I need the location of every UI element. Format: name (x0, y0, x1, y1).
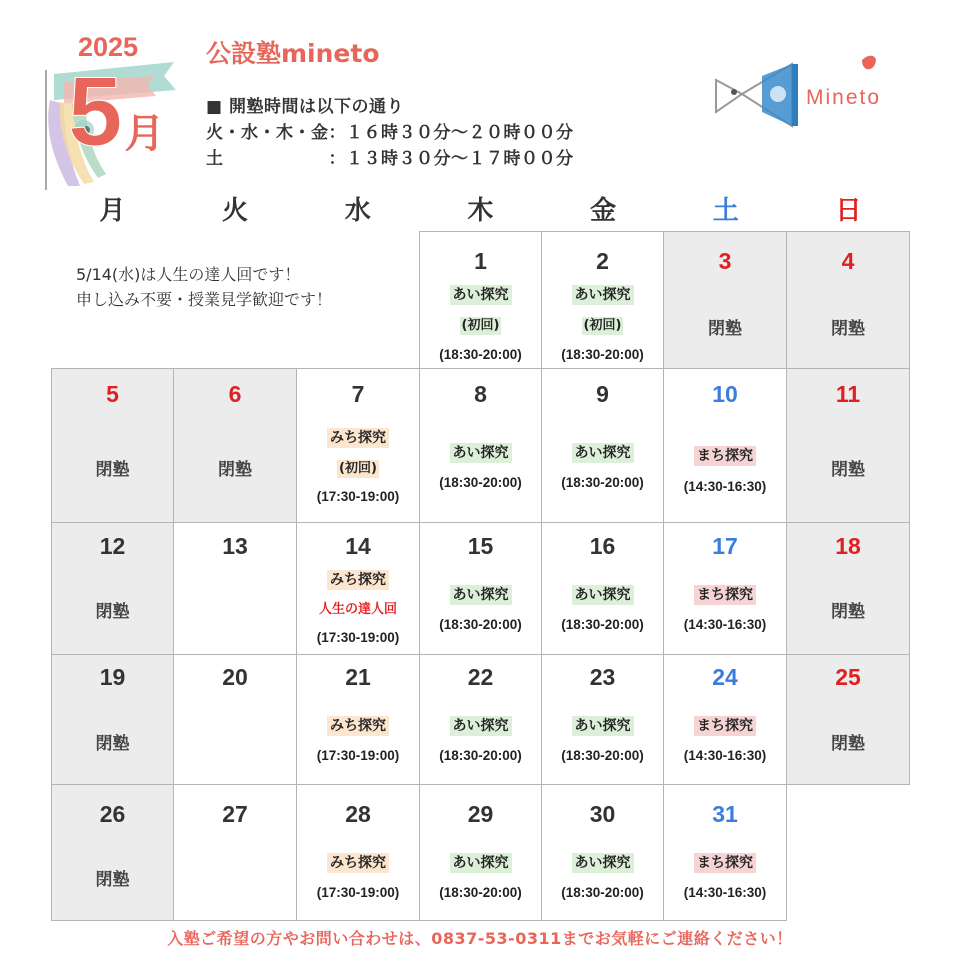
weekday-sun: 日 (835, 196, 862, 226)
day-cell-30 (541, 784, 664, 921)
day-cell-8 (419, 368, 542, 523)
event-time: (18:30-20:00) (439, 475, 522, 490)
day-cell-31 (663, 784, 787, 921)
closed-label: 閉塾 (831, 319, 865, 339)
day-cell-1 (419, 231, 542, 369)
closed-label: 閉塾 (831, 460, 865, 480)
year: 2025 (78, 32, 139, 62)
event-time: (18:30-20:00) (561, 885, 644, 900)
event-tatsujin: 人生の達人回 (318, 602, 397, 617)
notice-line-1: 5/14(水)は人生の達人回です！ (76, 265, 301, 284)
day-cell-15 (419, 522, 542, 655)
day-number: 12 (99, 533, 126, 559)
day-number: 2 (596, 248, 609, 274)
day-number: 29 (467, 801, 494, 827)
day-cell-24 (663, 654, 787, 785)
event-ai: あい探究 (450, 585, 512, 605)
event-michi: みち探究 (327, 853, 389, 873)
closed-label: 閉塾 (708, 319, 742, 339)
event-time: (18:30-20:00) (439, 617, 522, 632)
day-cell-25 (786, 654, 910, 785)
event-first: (初回) (583, 318, 622, 333)
school-name: 公設塾mineto (206, 39, 380, 68)
day-cell-3 (663, 231, 787, 369)
contact-footer: 入塾ご希望の方やお問い合わせは、0837-53-0311までお気軽にご連絡ください！ (167, 929, 793, 948)
day-cell-29 (419, 784, 542, 921)
day-number: 1 (474, 248, 487, 274)
closed-label: 閉塾 (95, 870, 130, 890)
event-time: (18:30-20:00) (561, 748, 644, 763)
day-number: 18 (835, 533, 861, 559)
day-number: 13 (222, 533, 248, 559)
day-number: 4 (841, 248, 855, 274)
day-number: 11 (835, 381, 861, 407)
day-cell-26 (51, 784, 174, 921)
day-number: 27 (222, 801, 248, 827)
event-ai: あい探究 (572, 443, 634, 463)
day-number: 10 (712, 381, 738, 407)
month-title (68, 56, 165, 166)
month-kanji: 月 (124, 112, 165, 156)
day-cell-22 (419, 654, 542, 785)
day-cell-17 (663, 522, 787, 655)
event-time: (18:30-20:00) (561, 475, 644, 490)
closed-label: 閉塾 (831, 734, 865, 754)
day-cell-23 (541, 654, 664, 785)
event-machi: まち探究 (694, 585, 756, 605)
event-first: (初回) (339, 461, 377, 476)
day-cell-27 (173, 784, 297, 921)
hours-title: ■ 開塾時間は以下の通り (206, 97, 404, 117)
day-cell-14 (296, 522, 420, 655)
day-number: 17 (712, 533, 738, 559)
day-cell-21 (296, 654, 420, 785)
closed-label: 閉塾 (95, 602, 130, 622)
day-number: 9 (596, 381, 609, 407)
day-number: 30 (589, 801, 616, 827)
event-time: (14:30-16:30) (683, 617, 767, 632)
event-time: (17:30-19:00) (316, 489, 400, 504)
day-cell-28 (296, 784, 420, 921)
weekday-wed: 水 (344, 196, 371, 226)
event-time: (17:30-19:00) (316, 748, 400, 763)
notice (76, 262, 332, 312)
day-number: 23 (589, 664, 616, 690)
event-time: (17:30-19:00) (316, 885, 400, 900)
day-cell-10 (663, 368, 787, 523)
day-number: 19 (99, 664, 126, 690)
day-number: 31 (712, 801, 738, 827)
closed-label: 閉塾 (831, 602, 865, 622)
event-time: (18:30-20:00) (439, 885, 522, 900)
day-number: 28 (345, 801, 371, 827)
day-cell-7 (296, 368, 420, 523)
event-michi: みち探究 (327, 716, 389, 736)
event-time: (18:30-20:00) (439, 748, 522, 763)
day-cell-5 (51, 368, 174, 523)
event-machi: まち探究 (694, 853, 756, 873)
event-ai: あい探究 (572, 285, 634, 305)
day-number: 7 (351, 381, 365, 407)
weekday-sat: 土 (712, 196, 739, 226)
day-number: 25 (835, 664, 861, 690)
day-cell-2 (541, 231, 664, 369)
day-cell-20 (173, 654, 297, 785)
day-number: 22 (467, 664, 494, 690)
month-number: 5 (68, 56, 123, 166)
day-number: 26 (99, 801, 126, 827)
day-number: 6 (228, 381, 242, 407)
day-number: 8 (474, 381, 487, 407)
day-number: 5 (106, 381, 119, 407)
event-ai: あい探究 (450, 443, 512, 463)
event-ai: あい探究 (450, 285, 512, 305)
day-number: 3 (718, 248, 732, 274)
event-ai: あい探究 (450, 716, 512, 736)
day-cell-18 (786, 522, 910, 655)
event-ai: あい探究 (450, 853, 512, 873)
day-cell-11 (786, 368, 910, 523)
day-number: 15 (467, 533, 494, 559)
day-cell-16 (541, 522, 664, 655)
opening-hours (206, 94, 574, 172)
event-ai: あい探究 (572, 716, 634, 736)
weekday-mon: 月 (99, 196, 126, 226)
day-cell-9 (541, 368, 664, 523)
event-time: (14:30-16:30) (683, 885, 767, 900)
event-time: (14:30-16:30) (683, 748, 767, 763)
event-time: (17:30-19:00) (316, 630, 400, 645)
event-ai: あい探究 (572, 585, 634, 605)
closed-label: 閉塾 (95, 460, 130, 480)
closed-label: 閉塾 (218, 460, 252, 480)
event-michi: みち探究 (327, 428, 389, 448)
day-number: 14 (345, 533, 371, 559)
day-number: 16 (589, 533, 616, 559)
weekday-thu: 木 (467, 196, 494, 226)
logo-text: Mineto (806, 86, 882, 109)
day-cell-13 (173, 522, 297, 655)
notice-line-2: 申し込み不要・授業見学歓迎です！ (76, 290, 333, 309)
event-machi: まち探究 (694, 716, 756, 736)
event-time: (14:30-16:30) (683, 479, 767, 494)
day-cell-19 (51, 654, 174, 785)
event-michi: みち探究 (327, 570, 389, 590)
event-machi: まち探究 (694, 446, 756, 466)
weekday-fri: 金 (590, 196, 617, 226)
weekday-tue: 火 (222, 196, 249, 226)
event-time: (18:30-20:00) (561, 347, 644, 362)
weekday-header (51, 193, 910, 229)
day-cell-4 (786, 231, 910, 369)
event-ai: あい探究 (572, 853, 634, 873)
event-time: (18:30-20:00) (561, 617, 644, 632)
day-number: 24 (712, 664, 738, 690)
event-time: (18:30-20:00) (439, 347, 522, 362)
day-cell-12 (51, 522, 174, 655)
day-number: 20 (222, 664, 248, 690)
closed-label: 閉塾 (95, 734, 130, 754)
hours-saturday: 土 ：１３時３０分～１７時００分 (206, 149, 574, 169)
day-cell-6 (173, 368, 297, 523)
event-first: (初回) (461, 318, 500, 333)
hours-weekday: 火・水・木・金：１６時３０分～２０時００分 (206, 123, 574, 143)
day-number: 21 (345, 664, 371, 690)
